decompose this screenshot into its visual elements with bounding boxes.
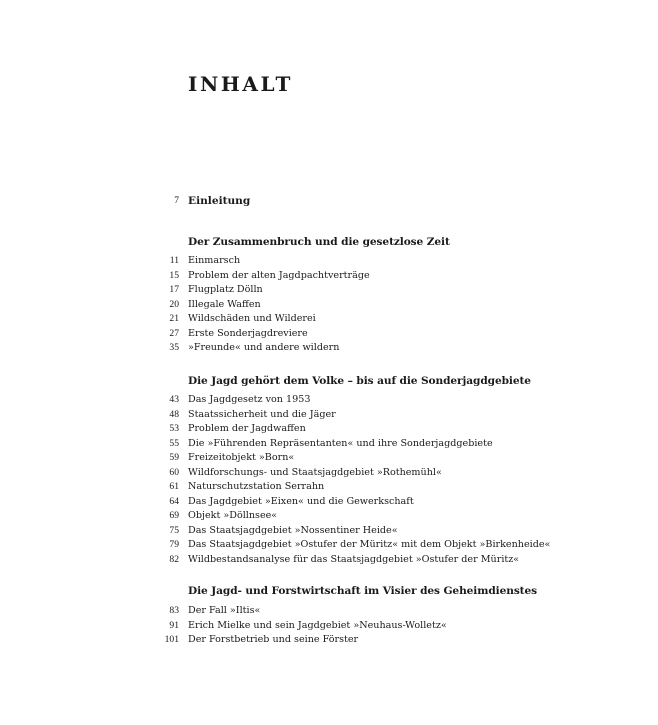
toc-page-number: 60 xyxy=(169,466,179,478)
toc-page-number: 15 xyxy=(169,269,179,281)
toc-entry-label: Illegale Waffen xyxy=(188,298,261,310)
toc-page-number: 53 xyxy=(169,423,179,434)
toc-page-number: 11 xyxy=(169,255,179,266)
toc-page-number: 20 xyxy=(169,298,179,310)
toc-entry-label: Naturschutzstation Serrahn xyxy=(188,481,325,492)
toc-entry-label: Der Forstbetrieb und seine Förster xyxy=(188,634,359,645)
toc-page-number: 21 xyxy=(169,313,179,324)
toc-page-number: 43 xyxy=(169,394,179,405)
toc-page-number: 48 xyxy=(169,408,179,420)
toc-entry-label: Problem der alten Jagdpachtverträge xyxy=(188,269,370,281)
toc-page-number: 61 xyxy=(169,481,179,492)
toc-entry-label: Erste Sonderjagdreviere xyxy=(188,327,308,339)
toc-entry-label: »Freunde« und andere wildern xyxy=(188,342,340,353)
toc-entry-label: Freizeitobjekt »Born« xyxy=(188,452,295,463)
toc-page-number: 59 xyxy=(169,452,179,463)
toc-page-number: 7 xyxy=(174,195,179,206)
toc-page-number: 82 xyxy=(169,553,179,565)
toc-page-number: 17 xyxy=(169,284,179,295)
toc-entry-label: Objekt »Döllnsee« xyxy=(188,510,278,521)
toc-entry-label: Erich Mielke und sein Jagdgebiet »Neuhaus-Wolletz« xyxy=(188,619,447,631)
toc-entry-label: Einmarsch xyxy=(188,255,241,266)
section-heading-3: Die Jagd- und Forstwirtschaft im Visier des Geheimdienstes xyxy=(188,585,537,597)
section-heading-1: Der Zusammenbruch und die gesetzlose Zeit xyxy=(188,236,450,248)
toc-entry-label: Wildschäden und Wilderei xyxy=(188,313,316,324)
toc-entry-label: Die »Führenden Repräsentanten« und ihre Sonderjagdgebiete xyxy=(188,437,493,449)
toc-entry-label: Staatssicherheit und die Jäger xyxy=(188,408,336,420)
toc-page-number: 69 xyxy=(169,510,179,521)
toc-page-number: 35 xyxy=(169,342,179,353)
page-title: INHALT xyxy=(188,72,293,96)
toc-page-number: 64 xyxy=(169,495,179,507)
toc-entry-label: Wildforschungs- und Staatsjagdgebiet »Rothemühl« xyxy=(188,466,442,478)
toc-entry-label: Flugplatz Dölln xyxy=(188,284,263,295)
toc-entry-label: Das Staatsjagdgebiet »Nossentiner Heide« xyxy=(188,524,398,536)
toc-entry-label: Das Staatsjagdgebiet »Ostufer der Müritz« mit dem Objekt »Birkenheide« xyxy=(188,539,551,550)
toc-page-number: 101 xyxy=(164,634,179,645)
toc-entry-label: Wildbestandsanalyse für das Staatsjagdgebiet »Ostufer der Müritz« xyxy=(188,553,520,565)
toc-page-number: 75 xyxy=(169,524,179,536)
toc-page-number: 91 xyxy=(169,619,179,631)
toc-entry-label: Das Jagdgebiet »Eixen« und die Gewerkschaft xyxy=(188,495,414,507)
toc-entry-label: Der Fall »Iltis« xyxy=(188,605,261,616)
toc-entry-label: Einleitung xyxy=(188,195,251,207)
toc-entry-label: Problem der Jagdwaffen xyxy=(188,423,306,434)
toc-page-number: 83 xyxy=(169,605,179,616)
toc-page-number: 55 xyxy=(169,437,179,449)
toc-entry-label: Das Jagdgesetz von 1953 xyxy=(188,394,311,405)
toc-page-number: 27 xyxy=(169,327,179,339)
toc-page-number: 79 xyxy=(169,539,179,550)
section-heading-2: Die Jagd gehört dem Volke – bis auf die Sonderjagdgebiete xyxy=(188,375,531,387)
